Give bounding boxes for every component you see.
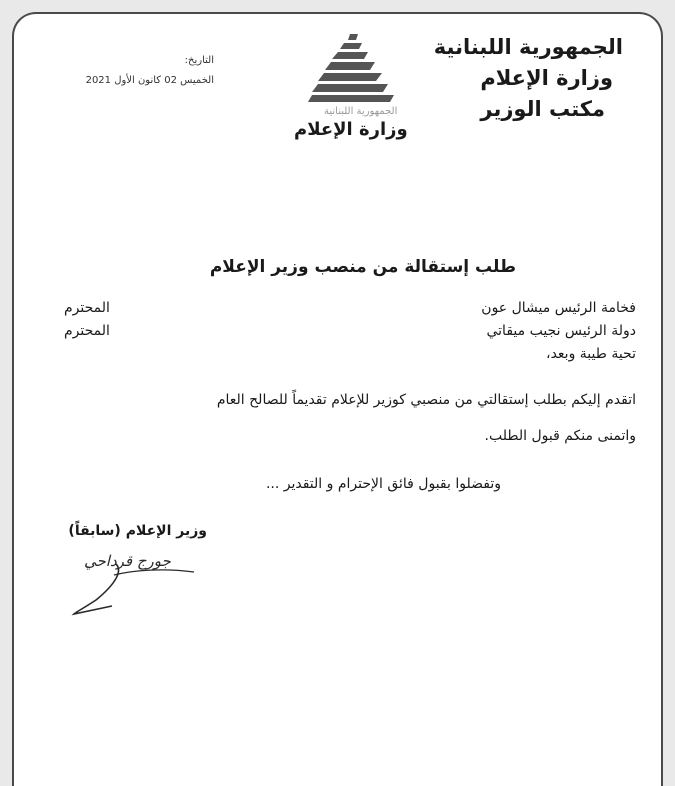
greeting: تحية طيبة وبعد، bbox=[546, 346, 636, 362]
ministry-header bbox=[434, 32, 623, 125]
handwritten-signature bbox=[54, 542, 214, 622]
letter-title: طلب إستقالة من منصب وزير الإعلام bbox=[209, 257, 516, 277]
letter-sheet bbox=[12, 12, 663, 786]
date-label: التاريخ: bbox=[184, 55, 214, 66]
body-line-1: اتقدم إليكم بطلب إستقالتي من منصبي كوزير للإعلام تقديماً للصالح العام bbox=[216, 392, 636, 408]
date-value: الخميس 02 كانون الأول 2021 bbox=[85, 75, 214, 86]
signature-title: وزير الإعلام (سابقاً) bbox=[68, 523, 207, 539]
closing-line: وتفضلوا بقبول فائق الإحترام و التقدير ... bbox=[265, 476, 501, 492]
body-line-2: واتمنى منكم قبول الطلب. bbox=[484, 428, 636, 444]
republic-name: الجمهورية اللبنانية bbox=[433, 35, 623, 59]
logo-caption-main: وزارة الإعلام bbox=[294, 119, 408, 140]
date-block bbox=[86, 51, 214, 91]
ministry-logo bbox=[284, 32, 434, 140]
recipient-1-honorific: المحترم bbox=[64, 300, 110, 316]
cedar-logo-icon bbox=[298, 32, 408, 104]
recipient-1: فخامة الرئيس ميشال عون bbox=[481, 300, 636, 316]
recipient-2: دولة الرئيس نجيب ميقاتي bbox=[486, 323, 636, 339]
signature-name: جورج قرداحي bbox=[84, 552, 171, 570]
logo-caption-top: الجمهورية اللبنانية bbox=[324, 106, 398, 117]
office-name: مكتب الوزير bbox=[480, 97, 605, 121]
ministry-name: وزارة الإعلام bbox=[480, 66, 613, 90]
recipient-2-honorific: المحترم bbox=[64, 323, 110, 339]
signature-stroke-icon bbox=[54, 542, 214, 622]
